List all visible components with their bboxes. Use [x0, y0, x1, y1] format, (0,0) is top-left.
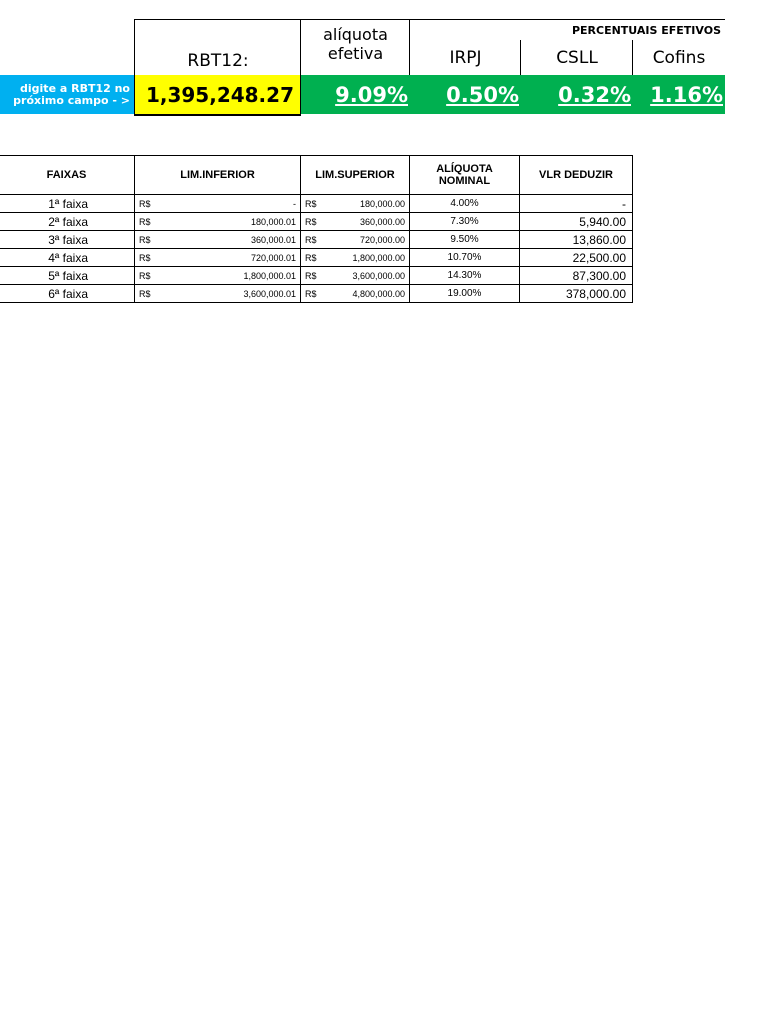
- header-faixas: FAIXAS: [0, 156, 135, 195]
- aliquota-nominal-value: 4.00%: [410, 195, 520, 213]
- faixa-name: 5ª faixa: [0, 267, 135, 285]
- faixa-name: 3ª faixa: [0, 231, 135, 249]
- aliquota-nominal-value: 9.50%: [410, 231, 520, 249]
- irpj-header: [409, 40, 521, 75]
- rbt12-prompt: [0, 75, 134, 114]
- rbt12-input[interactable]: [134, 75, 301, 116]
- lim-superior-cell: [301, 195, 410, 213]
- currency-label: R$: [305, 252, 317, 263]
- lim-inferior-value: 3,600,000.01: [243, 288, 296, 299]
- lim-superior-value: 360,000.00: [359, 216, 405, 227]
- prompt-line1: digite a RBT12 no: [20, 81, 130, 95]
- lim-superior-value: 3,600,000.00: [352, 270, 405, 281]
- lim-superior-value: 180,000.00: [359, 198, 405, 209]
- irpj-result: [410, 75, 521, 114]
- lim-superior-value: 4,800,000.00: [352, 288, 405, 299]
- vlr-deduzir-value: 22,500.00: [520, 249, 633, 267]
- lim-inferior-cell: [135, 231, 301, 249]
- cofins-header: [632, 40, 725, 75]
- aliquota-nominal-value: 19.00%: [410, 285, 520, 303]
- csll-label: CSLL: [556, 47, 598, 68]
- currency-label: R$: [139, 216, 151, 227]
- table-row: [0, 285, 633, 303]
- lim-superior-cell: [301, 249, 410, 267]
- header-aliquota-line1: ALÍQUOTA: [436, 163, 493, 175]
- currency-label: R$: [139, 234, 151, 245]
- currency-label: R$: [139, 252, 151, 263]
- faixa-name: 4ª faixa: [0, 249, 135, 267]
- cofins-result: [633, 75, 725, 114]
- header-lim-superior: LIM.SUPERIOR: [301, 156, 410, 195]
- lim-superior-value: 1,800,000.00: [352, 252, 405, 263]
- currency-label: R$: [139, 198, 151, 209]
- irpj-value: 0.50%: [446, 82, 519, 107]
- aliquota-efetiva-label-cell: [300, 19, 410, 75]
- irpj-label: IRPJ: [449, 47, 482, 68]
- csll-result: [521, 75, 633, 114]
- table-row: [0, 213, 633, 231]
- lim-inferior-value: 360,000.01: [250, 234, 296, 245]
- vlr-deduzir-value: 378,000.00: [520, 285, 633, 303]
- lim-superior-cell: [301, 231, 410, 249]
- csll-header: [520, 40, 633, 75]
- faixas-table: [0, 155, 633, 303]
- faixa-name: 2ª faixa: [0, 213, 135, 231]
- lim-inferior-cell: [135, 195, 301, 213]
- csll-value: 0.32%: [558, 82, 631, 107]
- lim-superior-cell: [301, 285, 410, 303]
- header-lim-inferior: LIM.INFERIOR: [135, 156, 301, 195]
- vlr-deduzir-value: 13,860.00: [520, 231, 633, 249]
- currency-label: R$: [305, 216, 317, 227]
- aliquota-nominal-value: 14.30%: [410, 267, 520, 285]
- currency-label: R$: [305, 234, 317, 245]
- aliquota-efetiva-value: 9.09%: [335, 82, 408, 107]
- faixas-header-row: [0, 156, 633, 195]
- cofins-value: 1.16%: [650, 82, 723, 107]
- lim-superior-cell: [301, 213, 410, 231]
- currency-label: R$: [305, 198, 317, 209]
- table-row: [0, 249, 633, 267]
- rbt12-value: 1,395,248.27: [145, 82, 294, 107]
- prompt-line2: próximo campo - >: [13, 93, 130, 107]
- percentuais-efetivos-header: [409, 19, 725, 41]
- lim-inferior-cell: [135, 267, 301, 285]
- header-aliquota-line2: NOMINAL: [438, 175, 491, 187]
- currency-label: R$: [139, 270, 151, 281]
- vlr-deduzir-value: 87,300.00: [520, 267, 633, 285]
- lim-superior-value: 720,000.00: [359, 234, 405, 245]
- vlr-deduzir-value: -: [520, 195, 633, 213]
- header-aliquota-nominal: [410, 156, 520, 195]
- lim-inferior-value: -: [293, 198, 296, 209]
- lim-superior-cell: [301, 267, 410, 285]
- aliquota-efetiva-result: [301, 75, 410, 114]
- vlr-deduzir-value: 5,940.00: [520, 213, 633, 231]
- currency-label: R$: [305, 288, 317, 299]
- table-row: [0, 231, 633, 249]
- header-vlr-deduzir: VLR DEDUZIR: [520, 156, 633, 195]
- lim-inferior-cell: [135, 213, 301, 231]
- currency-label: R$: [305, 270, 317, 281]
- lim-inferior-value: 720,000.01: [250, 252, 296, 263]
- percentuais-efetivos-label: PERCENTUAIS EFETIVOS: [571, 23, 721, 37]
- lim-inferior-value: 1,800,000.01: [243, 270, 296, 281]
- lim-inferior-cell: [135, 285, 301, 303]
- table-row: [0, 267, 633, 285]
- faixa-name: 6ª faixa: [0, 285, 135, 303]
- rbt12-label: RBT12:: [187, 51, 249, 71]
- aliquota-label-line1: alíquota: [323, 25, 388, 44]
- rbt12-label-cell: [134, 19, 301, 75]
- aliquota-label-line2: efetiva: [327, 44, 384, 63]
- faixa-name: 1ª faixa: [0, 195, 135, 213]
- table-row: [0, 195, 633, 213]
- lim-inferior-value: 180,000.01: [250, 216, 296, 227]
- lim-inferior-cell: [135, 249, 301, 267]
- currency-label: R$: [139, 288, 151, 299]
- aliquota-nominal-value: 10.70%: [410, 249, 520, 267]
- cofins-label: Cofins: [652, 47, 706, 68]
- aliquota-nominal-value: 7.30%: [410, 213, 520, 231]
